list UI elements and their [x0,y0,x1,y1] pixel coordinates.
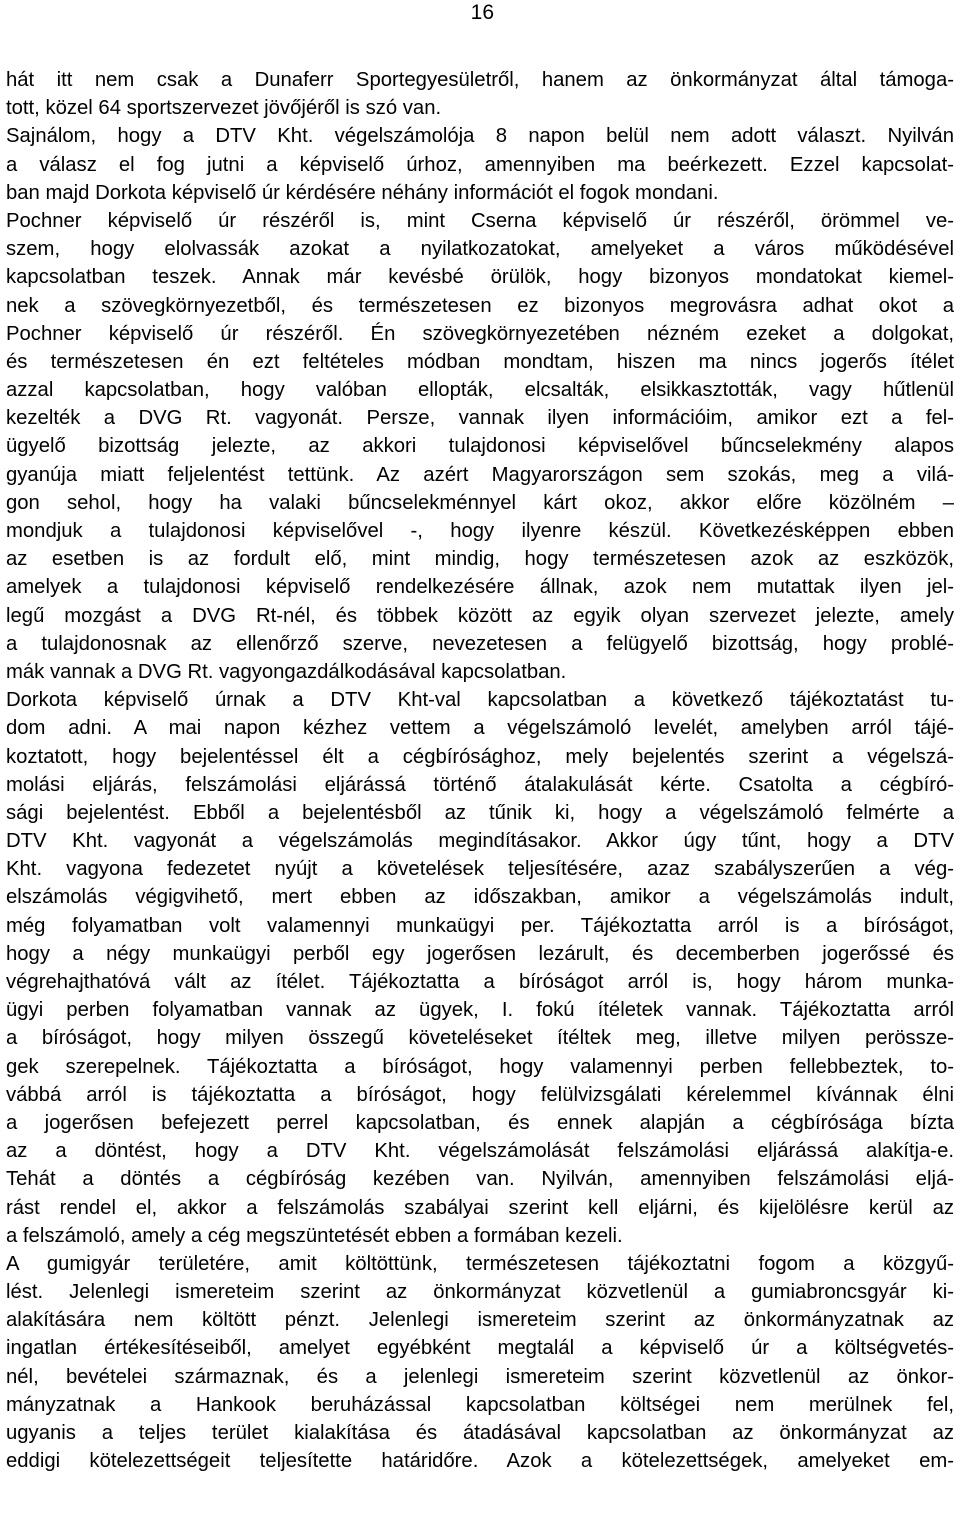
text-line: tott, közel 64 sportszervezet jövőjéről is szó van. [6,97,442,120]
text-line: Pochner képviselő úr részéről. Én szövegkörnyezetében nézném ezeket a dolgokat, [6,322,954,345]
text-line: a válasz el fog jutni a képviselő úrhoz, amennyiben ma beérkezett. Ezzel kapcsolat- [6,153,954,176]
text-line: mányzatnak a Hankook beruházással kapcsolatban költségei nem merülnek fel, [6,1393,954,1416]
text-line: ugyanis a teljes terület kialakítása és átadásával kapcsolatban az önkormányzat az [6,1422,954,1444]
text-line: hogy a négy munkaügyi perből egy jogerősen lezárult, és decemberben jogerőssé és [6,942,954,965]
text-line: kezelték a DVG Rt. vagyonát. Persze, vannak ilyen információim, amikor ezt a fel- [6,407,954,430]
text-line: rást rendel el, akkor a felszámolás szabályai szerint kell eljárni, és kijelölésre kerül az [6,1196,954,1219]
text-line: ügyelő bizottság jelezte, az akkori tulajdonosi képviselővel bűncselekmény alapos [6,435,954,458]
text-line: ügyi perben folyamatban vannak az ügyek, I. fokú ítéletek vannak. Tájékoztatta arról [6,999,954,1022]
text-line: legű mozgást a DVG Rt-nél, és többek között az egyik olyan szervezet jelezte, amely [6,604,954,627]
text-line: ban majd Dorkota képviselő úr kérdésére néhány információt el fogok mondani. [6,181,719,204]
text-line: a felszámoló, amely a cég megszüntetését ebben a formában kezeli. [6,1224,623,1247]
text-line: a bíróságot, hogy milyen összegű követeléseket ítéltek meg, illetve milyen perössze- [6,1027,954,1050]
text-line: Pochner képviselő úr részéről is, mint Cserna képviselő úr részéről, örömmel ve- [6,209,954,232]
body-text [6,66,954,1475]
text-line: mondjuk a tulajdonosi képviselővel -, hogy ilyenre készül. Következésképpen ebben [6,520,954,542]
text-line: nél, bevételei származnak, és a jelenlegi ismereteim szerint közvetlenül az önkor- [6,1365,954,1388]
text-line: DTV Kht. vagyonát a végelszámolás megindításakor. Akkor úgy tűnt, hogy a DTV [6,830,954,853]
text-line: mák vannak a DVG Rt. vagyongazdálkodásával kapcsolatban. [6,660,567,683]
text-line: azzal kapcsolatban, hogy valóban ellopták, elcsalták, elsikkasztották, vagy hűtlenül [6,379,954,402]
text-line: hát itt nem csak a Dunaferr Sportegyesületről, hanem az önkormányzat által támoga- [6,69,954,91]
text-line: Kht. vagyona fedezetet nyújt a követelések teljesítésére, azaz szabályszerűen a vég- [6,858,954,881]
text-line: eddigi kötelezettségeit teljesítette határidőre. Azok a kötelezettségek, amelyeket em- [6,1450,954,1473]
text-line: lést. Jelenlegi ismereteim szerint az önkormányzat közvetlenül a gumiabroncsgyár ki- [6,1281,954,1304]
page-number: 16 [470,1,494,24]
text-line: a tulajdonosnak az ellenőrző szerve, nevezetesen a felügyelő bizottság, hogy problé- [6,632,954,655]
text-line: amelyek a tulajdonosi képviselő rendelkezésére állnak, azok nem mutattak ilyen jel- [6,576,954,599]
text-line: koztatott, hogy bejelentéssel élt a cégbírósághoz, mely bejelentés szerint a végelszá- [6,745,954,768]
text-line: még folyamatban volt valamennyi munkaügyi per. Tájékoztatta arról is a bíróságot, [6,914,954,937]
text-line: Sajnálom, hogy a DTV Kht. végelszámolója 8 napon belül nem adott választ. Nyilván [6,125,954,148]
text-line: gyanúja miatt feljelentést tettünk. Az azért Magyarországon sem szokás, meg a vilá- [6,463,954,486]
text-line: szem, hogy elolvassák azokat a nyilatkozatokat, amelyeket a város működésével [6,238,954,261]
text-line: sági bejelentést. Ebből a bejelentésből az tűnik ki, hogy a végelszámoló felmérte a [6,801,954,824]
text-line: kapcsolatban teszek. Annak már kevésbé örülök, hogy bizonyos mondatokat kiemel- [6,266,954,289]
text-line: Tehát a döntés a cégbíróság kezében van. Nyilván, amennyiben felszámolási eljá- [6,1168,954,1191]
text-line: molási eljárás, felszámolási eljárássá történő átalakulását kérte. Csatolta a cégbíró- [6,773,954,796]
text-line: az a döntést, hogy a DTV Kht. végelszámolását felszámolási eljárássá alakítja-e. [6,1140,954,1163]
text-line: gek szerepelnek. Tájékoztatta a bíróságot, hogy valamennyi perben fellebbeztek, to- [6,1055,954,1078]
text-line: az esetben is az fordult elő, mint mindig, hogy természetesen azok az eszközök, [6,548,954,571]
text-line: végrehajthatóvá vált az ítélet. Tájékoztatta a bíróságot arról is, hogy három munka- [6,971,954,993]
text-line: a jogerősen befejezett perrel kapcsolatban, és ennek alapján a cégbírósága bízta [6,1111,954,1134]
text-line: A gumigyár területére, amit költöttünk, természetesen tájékoztatni fogom a közgyű- [6,1252,954,1275]
text-line: alakítására nem költött pénzt. Jelenlegi ismereteim szerint az önkormányzatnak az [6,1309,954,1332]
text-line: gon sehol, hogy ha valaki bűncselekménnyel kárt okoz, akkor előre közölném – [6,491,954,514]
text-line: Dorkota képviselő úrnak a DTV Kht-val kapcsolatban a következő tájékoztatást tu- [6,689,954,712]
text-line: vábbá arról is tájékoztatta a bíróságot, hogy felülvizsgálati kérelemmel kívánnak élni [6,1083,954,1106]
text-line: és természetesen én ezt feltételes módban mondtam, hiszen ma nincs jogerős ítélet [6,350,954,373]
text-line: nek a szövegkörnyezetből, és természetesen ez bizonyos megrovásra adhat okot a [6,294,954,317]
text-line: dom adni. A mai napon kézhez vettem a végelszámoló levelét, amelyben arról tájé- [6,717,954,740]
text-line: ingatlan értékesítéseiből, amelyet egyébként megtalál a képviselő úr a költségvetés- [6,1337,954,1360]
text-line: elszámolás végigvihető, mert ebben az időszakban, amikor a végelszámolás indult, [6,886,954,909]
